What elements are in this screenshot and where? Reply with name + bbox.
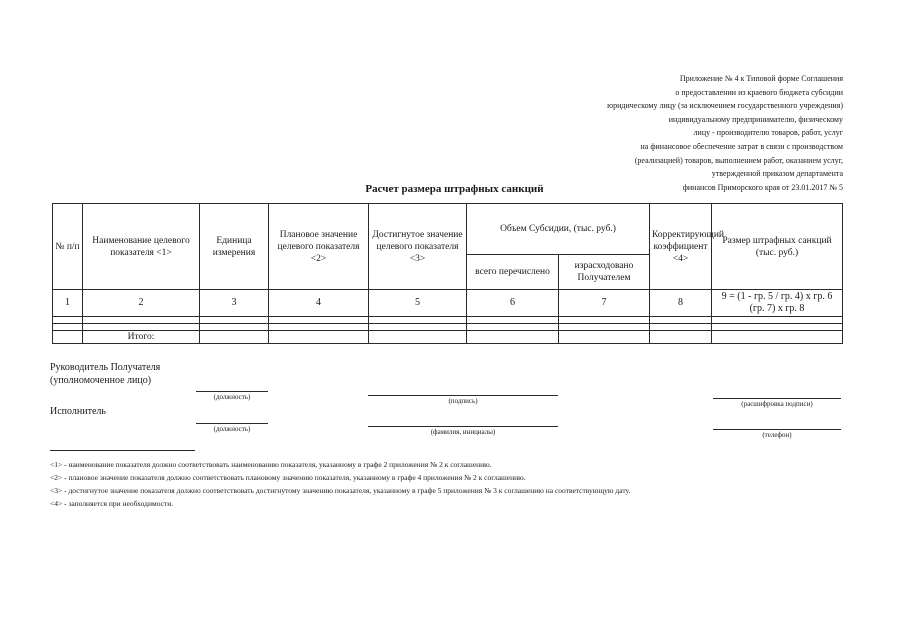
table-cell <box>650 317 712 324</box>
table-cell <box>712 324 843 331</box>
header-line: Приложение № 4 к Типовой форме Соглашения <box>679 74 843 83</box>
head-label-line1: Руководитель Получателя <box>50 362 161 373</box>
table-cell <box>53 317 83 324</box>
table-cell <box>269 317 369 324</box>
name-line <box>368 426 558 427</box>
footnote-rule <box>50 450 195 451</box>
position-caption: (должность) <box>213 393 251 401</box>
table-cell <box>712 331 843 344</box>
col-header-plan: Плановое значение целевого показателя <2> <box>269 204 369 290</box>
column-number: 1 <box>53 290 83 317</box>
table-cell <box>53 331 83 344</box>
table-cell <box>559 331 650 344</box>
col-header-name: Наименование целевого показателя <1> <box>83 204 200 290</box>
table-cell <box>467 331 559 344</box>
table-cell <box>369 331 467 344</box>
header-line: (реализацией) товаров, выполнением работ, оказанием услуг, <box>634 155 843 165</box>
column-number: 7 <box>559 290 650 317</box>
header-line: о предоставлении из краевого бюджета субсидии <box>675 87 843 97</box>
sanctions-table <box>52 203 843 344</box>
table-cell <box>467 324 559 331</box>
col-header-achieved: Достигнутое значение целевого показателя <3> <box>369 204 467 290</box>
header-line: финансов Приморского края от 23.01.2017 № 5 <box>682 182 843 192</box>
document-title: Расчет размера штрафных санкций <box>365 183 544 195</box>
header-line: индивидуальному предпринимателю, физическому <box>668 114 843 124</box>
footnote-4: <4> - заполняется при необходимости. <box>50 499 174 508</box>
footnote-3: <3> - достигнутое значение показателя должно соответствовать достигнутому значению показателя, указанному в графе 5 приложения № 3 к соглашению на соответствующую дату. <box>50 486 631 495</box>
table-cell <box>200 324 269 331</box>
col-header-volume: Объем Субсидии, (тыс. руб.) <box>467 204 650 255</box>
position-line <box>196 391 268 392</box>
table-cell <box>200 331 269 344</box>
table-cell <box>83 317 200 324</box>
table-cell <box>269 324 369 331</box>
header-line: на финансовое обеспечение затрат в связи с производством <box>640 141 843 151</box>
table-cell <box>650 324 712 331</box>
column-number: 8 <box>650 290 712 317</box>
total-label: Итого: <box>83 331 200 344</box>
col-header-coef: Корректирующий коэффициент <4> <box>650 204 712 290</box>
table-cell <box>712 317 843 324</box>
decode-line <box>713 398 841 399</box>
table-cell <box>83 324 200 331</box>
position-line-executor <box>196 423 268 424</box>
signature-caption: (подпись) <box>448 397 478 405</box>
table-row <box>53 317 843 324</box>
column-numbers-row <box>53 290 843 317</box>
position-caption-executor: (должность) <box>213 425 251 433</box>
table-cell <box>53 324 83 331</box>
header-line: лицу - производителю товаров, работ, услуг <box>693 128 843 138</box>
column-number: 5 <box>369 290 467 317</box>
table-cell <box>269 331 369 344</box>
decode-caption: (расшифровка подписи) <box>741 400 813 408</box>
header-row <box>53 204 843 255</box>
footnote-2: <2> - плановое значение показателя должно соответствовать плановому значению показателя, указанному в графе 4 приложения № 2 к соглашению. <box>50 473 526 482</box>
executor-label: Исполнитель <box>50 406 106 417</box>
table-cell <box>369 324 467 331</box>
col-header-num: № п/п <box>53 204 83 290</box>
table-cell <box>559 324 650 331</box>
col-header-unit: Единица измерения <box>200 204 269 290</box>
table-row <box>53 324 843 331</box>
col-header-volume-spent: израсходовано Получателем <box>559 255 650 290</box>
header-line: юридическому лицу (за исключением государственного учреждения) <box>607 101 843 111</box>
table-cell <box>559 317 650 324</box>
column-number: 6 <box>467 290 559 317</box>
col-header-sanction: Размер штрафных санкций (тыс. руб.) <box>712 204 843 290</box>
appendix-header <box>543 72 843 194</box>
column-number: 3 <box>200 290 269 317</box>
table-cell <box>467 317 559 324</box>
phone-line <box>713 429 841 430</box>
table-cell <box>650 331 712 344</box>
total-row <box>53 331 843 344</box>
phone-caption: (телефон) <box>762 431 792 439</box>
signature-line <box>368 395 558 396</box>
header-line: утвержденной приказом департамента <box>711 169 843 179</box>
column-number: 2 <box>83 290 200 317</box>
table-cell <box>200 317 269 324</box>
col-header-volume-total: всего перечислено <box>467 255 559 290</box>
head-label-line2: (уполномоченное лицо) <box>50 375 152 386</box>
table-cell <box>369 317 467 324</box>
footnote-1: <1> - наименование показателя должно соответствовать наименованию показателя, указанному в графе 2 приложения № 2 к соглашению. <box>50 460 492 469</box>
column-number: 4 <box>269 290 369 317</box>
column-number: 9 = (1 - гр. 5 / гр. 4) х гр. 6 (гр. 7) х гр. 8 <box>712 290 843 317</box>
name-caption: (фамилия, инициалы) <box>430 428 496 436</box>
